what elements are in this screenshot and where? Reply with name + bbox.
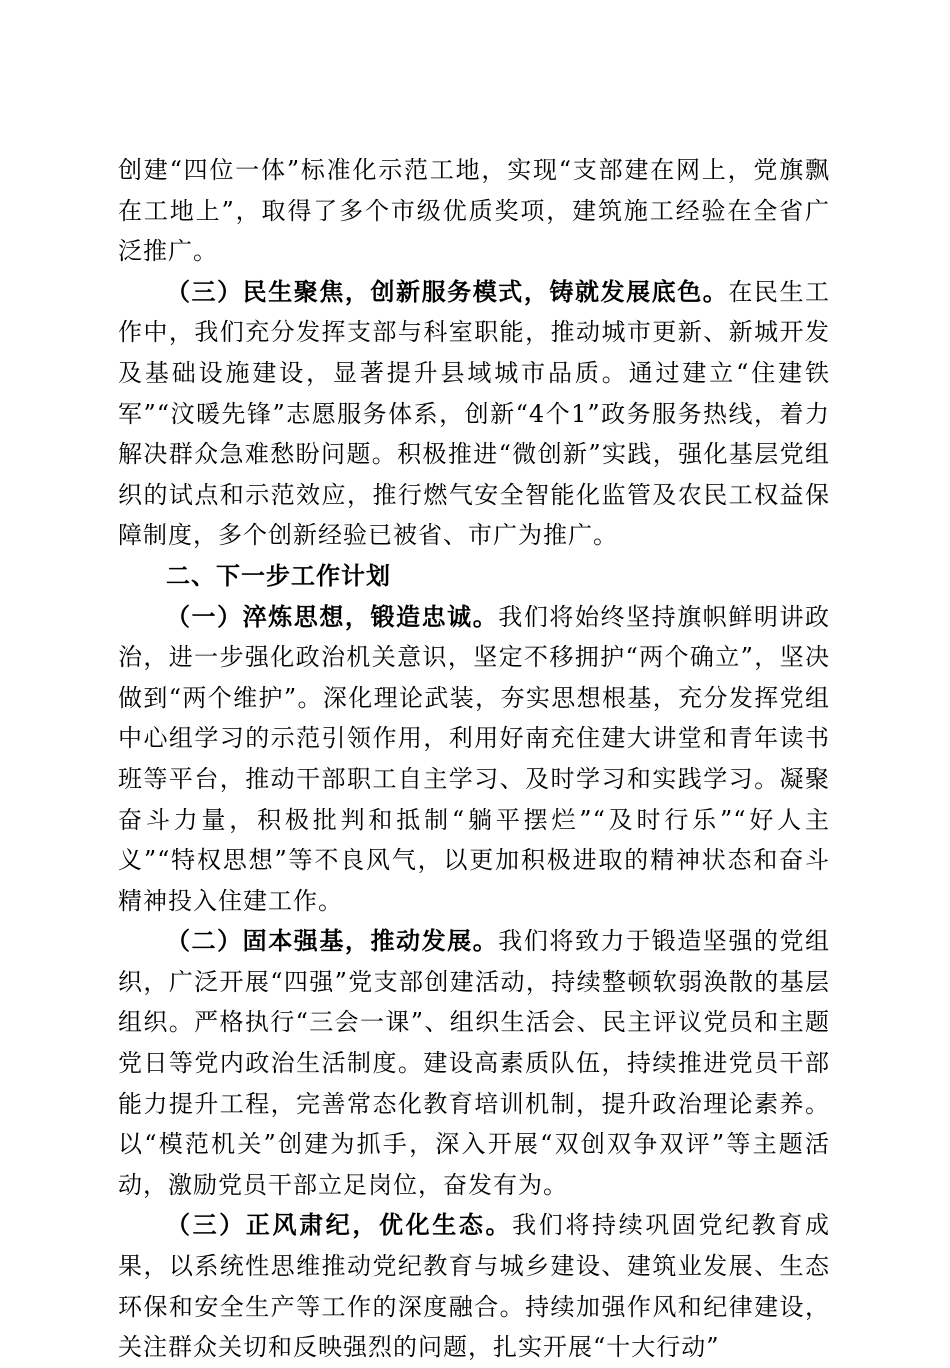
paragraph-continuation (118, 150, 830, 272)
paragraph-plan-3 (118, 1205, 830, 1367)
paragraph-text: 创建“四位一体”标准化示范工地，实现“支部建在网上，党旗飘在工地上”，取得了多个市级优质奖项，建筑施工经验在全省广泛推广。 (118, 156, 830, 266)
paragraph-text: 在民生工作中，我们充分发挥支部与科室职能，推动城市更新、新城开发及基础设施建设，显著提升县域城市品质。通过建立“住建铁军”“汶暖先锋”志愿服务体系，创新“4个1”政务服务热线，着力解决群众急难愁盼问题。积极推进“微创新”实践，强化基层党组织的试点和示范效应，推行燃气安全智能化监管及农民工权益保障制度，多个创新经验已被省、市广为推广。 (118, 277, 831, 550)
section-heading: 二、下一步工作计划 (166, 560, 391, 590)
paragraph-lead: （一）淬炼思想，锻造忠诚。 (166, 601, 499, 631)
paragraph-lead: （三）正风肃纪，优化生态。 (166, 1210, 513, 1240)
paragraph-text: 我们将致力于锻造坚强的党组织，广泛开展“四强”党支部创建活动，持续整顿软弱涣散的基层组织。严格执行“三会一课”、组织生活会、民主评议党员和主题党日等党内政治生活制度。建设高素质队伍，持续推进党员干部能力提升工程，完善常态化教育培训机制，提升政治理论素养。以“模范机关”创建为抓手，深入开展“双创双争双评”等主题活动，激励党员干部立足岗位，奋发有为。 (118, 927, 831, 1199)
document-page (118, 150, 830, 1368)
paragraph-plan-2 (118, 921, 830, 1205)
paragraph-lead: （三）民生聚焦，创新服务模式，铸就发展底色。 (166, 276, 729, 306)
paragraph-text: 我们将持续巩固党纪教育成果，以系统性思维推动党纪教育与城乡建设、建筑业发展、生态环保和安全生产等工作的深度融合。持续加强作风和纪律建设，关注群众关切和反映强烈的问题，扎实开展“十大行动” (118, 1211, 830, 1362)
paragraph-text: 我们将始终坚持旗帜鲜明讲政治，进一步强化政治机关意识，坚定不移拥护“两个确立”，坚决做到“两个维护”。深化理论武装，夯实思想根基，充分发挥党组中心组学习的示范引领作用，利用好南充住建大讲堂和青年读书班等平台，推动干部职工自主学习、及时学习和实践学习。凝聚奋斗力量，积极批判和抵制“躺平摆烂”“及时行乐”“好人主义”“特权思想”等不良风气，以更加积极进取的精神状态和奋斗精神投入住建工作。 (118, 602, 831, 915)
paragraph-lead: （二）固本强基，推动发展。 (166, 926, 499, 956)
paragraph-livelihood (118, 272, 830, 556)
paragraph-plan-1 (118, 597, 830, 922)
